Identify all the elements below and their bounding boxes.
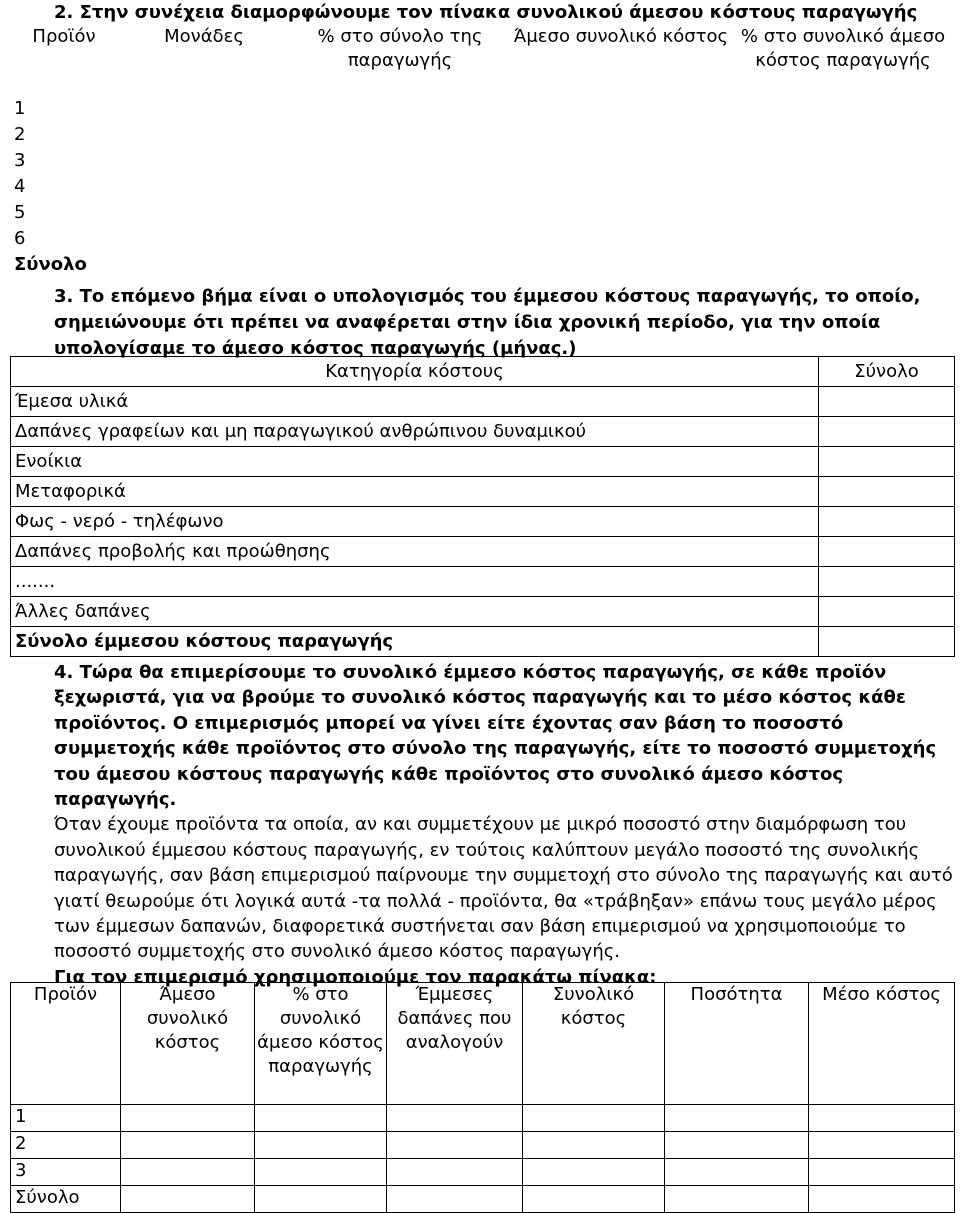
amount-cell [819,537,955,567]
section-2-heading: 2. Στην συνέχεια διαμορφώνουμε τον πίνακα συνολικού άμεσου κόστους παραγωγής [54,2,918,23]
total-label: Σύνολο έμμεσου κόστους παραγωγής [11,627,819,657]
total-label: Σύνολο [14,254,87,275]
total-row [11,1186,955,1213]
table-row [10,227,954,253]
table-header-row [11,357,955,387]
section-3-paragraph: 3. Το επόμενο βήμα είναι ο υπολογισμός του έμμεσου κόστους παραγωγής, το οποίο, σημειώνουμε ότι πρέπει να αναφέρεται στην ίδια χρονική περίοδο, για την οποία υπολογίσαμε το άμεσο κόστος παραγωγής (μήνας.) [54,286,921,359]
allocation-table [10,982,955,1213]
amount-cell [819,417,955,447]
table-row [11,417,955,447]
indirect-cost-table [10,356,955,657]
cost-category-cell: Μεταφορικά [11,477,819,507]
product-cell: 1 [11,1105,121,1132]
product-cell: 5 [14,202,26,223]
cost-category-cell: Δαπάνες γραφείων και μη παραγωγικού ανθρώπινου δυναμικού [11,417,819,447]
product-cell: 3 [11,1159,121,1186]
column-header: Συνολικό κόστος [523,983,665,1105]
table-row [10,123,954,149]
product-cell: 2 [14,124,26,145]
product-cell: 6 [14,228,26,249]
column-header: % στο σύνολο της παραγωγής [317,26,483,71]
section-4-paragraph: Όταν έχουμε προϊόντα τα οποία, αν και συμμετέχουν με μικρό ποσοστό στην διαμόρφωση του συνολικού έμμεσου κόστους παραγωγής, εν τούτοις καλύπτουν μεγάλο ποσοστό της συνολικής παραγωγής, σαν βάση επιμερισμού παίρνουμε την συμμετοχή στο σύνολο της παραγωγής και αυτό γιατί θεωρούμε ότι λογικά αυτά -τα πολλά - προϊόντα, θα «τράβηξαν» επάνω τους μεγάλο μέρος των έμμεσων δαπανών, διαφορετικά συστήνεται σαν βάση επιμερισμού να χρησιμοποιούμε το ποσοστό συμμετοχής στο συνολικό άμεσο κόστος παραγωγής. [54,814,953,963]
table-row [11,1159,955,1186]
section-4-text [54,660,954,990]
amount-cell [819,387,955,417]
column-header: % στο συνολικό άμεσο κόστος παραγωγής [740,26,946,71]
column-header: Προϊόν [32,26,96,47]
table-row [10,175,954,201]
table-row [10,149,954,175]
cost-category-cell: Άλλες δαπάνες [11,597,819,627]
total-label: Σύνολο [11,1186,121,1213]
column-header: Προϊόν [11,983,121,1105]
column-header: % στο συνολικό άμεσο κόστος παραγωγής [255,983,387,1105]
amount-cell [819,507,955,537]
amount-cell [819,447,955,477]
table-header-row [10,25,954,97]
product-cell: 2 [11,1132,121,1159]
column-header: Μονάδες [164,26,244,47]
product-cell: 1 [14,98,26,119]
cost-category-cell: Ενοίκια [11,447,819,477]
cost-category-cell: Φως - νερό - τηλέφωνο [11,507,819,537]
column-header: Ποσότητα [665,983,809,1105]
amount-cell [819,597,955,627]
direct-cost-table [10,25,954,279]
column-header: Άμεσο συνολικό κόστος [513,26,729,47]
table-row [11,447,955,477]
table-header-row [11,983,955,1105]
cost-category-cell: ....... [11,567,819,597]
product-cell: 4 [14,176,26,197]
table-row [11,1132,955,1159]
table-row [11,597,955,627]
cost-category-cell: Έμεσα υλικά [11,387,819,417]
column-header: Άμεσο συνολικό κόστος [121,983,255,1105]
cost-category-cell: Δαπάνες προβολής και προώθησης [11,537,819,567]
table-row [11,1105,955,1132]
column-header: Σύνολο [819,357,955,387]
product-cell: 3 [14,150,26,171]
table-row [11,507,955,537]
column-header: Μέσο κόστος [809,983,955,1105]
total-row [11,627,955,657]
column-header: Κατηγορία κόστους [11,357,819,387]
table-row [11,537,955,567]
table-row [10,201,954,227]
column-header: Έμμεσες δαπάνες που αναλογούν [387,983,523,1105]
table-row [11,387,955,417]
table-row [10,97,954,123]
table-intro: Για τον επιμερισμό χρησιμοποιούμε τον παρακάτω πίνακα: [54,966,657,988]
amount-cell [819,567,955,597]
amount-cell [819,627,955,657]
table-row [11,567,955,597]
table-row [11,477,955,507]
amount-cell [819,477,955,507]
total-row [10,253,954,279]
section-4-paragraph-bold: 4. Τώρα θα επιμερίσουμε το συνολικό έμμεσο κόστος παραγωγής, σε κάθε προϊόν ξεχωριστά, για να βρούμε το συνολικό κόστος παραγωγής και το μέσο κόστος κάθε προϊόντος. Ο επιμερισμός μπορεί να γίνει είτε έχοντας σαν βάση το ποσοστό συμμετοχής κάθε προϊόντος στο σύνολο της παραγωγής, είτε το ποσοστό συμμετοχής του άμεσου κόστους παραγωγής κάθε προϊόντος στο συνολικό άμεσο κόστος παραγωγής. [54,662,937,811]
